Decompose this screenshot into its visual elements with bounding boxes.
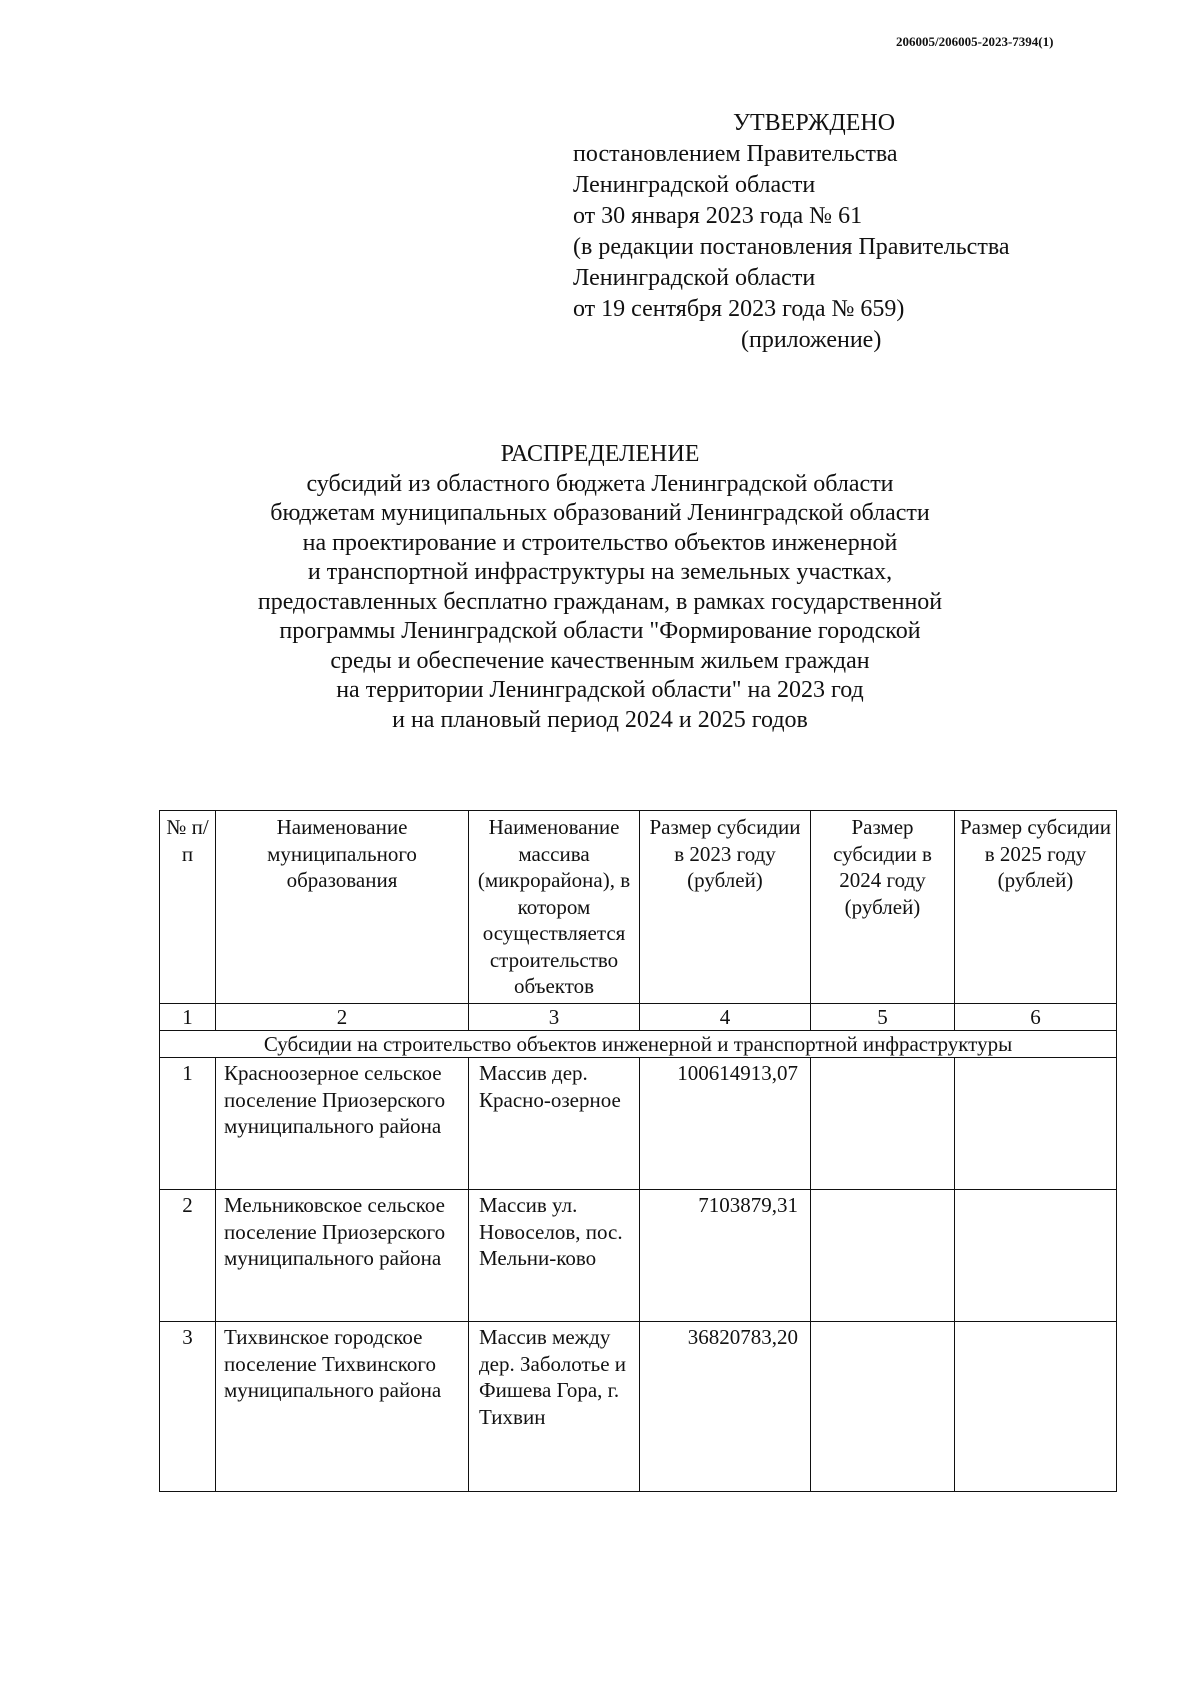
subsidy-2023: 100614913,07 <box>640 1058 811 1190</box>
header-cell: № п/п <box>160 811 216 1004</box>
massif-name: Массив между дер. Заболотье и Фишева Гора, г. Тихвин <box>469 1322 640 1492</box>
approval-appendix: (приложение) <box>741 327 882 353</box>
column-number: 1 <box>160 1004 216 1031</box>
table-row <box>160 1190 1117 1322</box>
subsidy-2024 <box>811 1322 955 1492</box>
title-line: программы Ленинградской области "Формирование городской <box>279 618 921 644</box>
subsidy-2023: 36820783,20 <box>640 1322 811 1492</box>
approval-line: Ленинградской области <box>573 172 816 198</box>
title-line: субсидий из областного бюджета Ленинградской области <box>306 470 894 497</box>
header-cell: Наименование массива (микрорайона), в котором осуществляется строительство объектов <box>469 811 640 1004</box>
title-line: среды и обеспечение качественным жильем граждан <box>330 647 870 674</box>
document-id: 206005/206005-2023-7394(1) <box>896 34 1054 49</box>
table-row <box>160 1322 1117 1492</box>
header-cell: Наименование муниципального образования <box>216 811 469 1004</box>
approval-block <box>573 108 1010 356</box>
column-number: 2 <box>216 1004 469 1031</box>
title-line: бюджетам муниципальных образований Ленинградской области <box>270 500 930 526</box>
header-cell: Размер субсидии в 2025 году (рублей) <box>955 811 1117 1004</box>
approval-line: от 19 сентября 2023 года № 659) <box>573 296 905 322</box>
subsidy-2024 <box>811 1190 955 1322</box>
subsidy-2025 <box>955 1322 1117 1492</box>
table-row <box>160 1058 1117 1190</box>
column-number-row <box>160 1004 1117 1031</box>
title-main: РАСПРЕДЕЛЕНИЕ <box>500 441 700 467</box>
subsidy-2024 <box>811 1058 955 1190</box>
column-number: 4 <box>640 1004 811 1031</box>
row-number: 1 <box>160 1058 216 1190</box>
municipality-name: Тихвинское городское поселение Тихвинского муниципального района <box>216 1322 469 1492</box>
column-number: 6 <box>955 1004 1117 1031</box>
subsidy-2025 <box>955 1058 1117 1190</box>
massif-name: Массив ул. Новоселов, пос. Мельни-ково <box>469 1190 640 1322</box>
section-title: Субсидии на строительство объектов инженерной и транспортной инфраструктуры <box>160 1031 1117 1058</box>
subsidy-2025 <box>955 1190 1117 1322</box>
title-line: предоставленных бесплатно гражданам, в рамках государственной <box>257 588 943 615</box>
approval-line: Ленинградской области <box>573 265 816 291</box>
column-number: 5 <box>811 1004 955 1031</box>
subsidy-2023: 7103879,31 <box>640 1190 811 1322</box>
document-title <box>150 440 1050 735</box>
approval-line: (в редакции постановления Правительства <box>573 234 1010 260</box>
title-line: на территории Ленинградской области" на 2023 год <box>336 677 864 703</box>
approval-line: постановлением Правительства <box>573 141 898 167</box>
row-number: 3 <box>160 1322 216 1492</box>
subsidy-table <box>159 810 1117 1492</box>
approval-line: от 30 января 2023 года № 61 <box>573 203 863 229</box>
massif-name: Массив дер. Красно-озерное <box>469 1058 640 1190</box>
table-header-row <box>160 811 1117 1004</box>
column-number: 3 <box>469 1004 640 1031</box>
row-number: 2 <box>160 1190 216 1322</box>
municipality-name: Мельниковское сельское поселение Приозерского муниципального района <box>216 1190 469 1322</box>
section-row <box>160 1031 1117 1058</box>
header-cell: Размер субсидии в 2024 году (рублей) <box>811 811 955 1004</box>
title-line: на проектирование и строительство объектов инженерной <box>302 529 898 556</box>
title-line: и транспортной инфраструктуры на земельных участках, <box>307 559 893 585</box>
header-cell: Размер субсидии в 2023 году (рублей) <box>640 811 811 1004</box>
title-line: и на плановый период 2024 и 2025 годов <box>392 706 808 733</box>
municipality-name: Красноозерное сельское поселение Приозерского муниципального района <box>216 1058 469 1190</box>
approval-heading: УТВЕРЖДЕНО <box>733 110 896 136</box>
